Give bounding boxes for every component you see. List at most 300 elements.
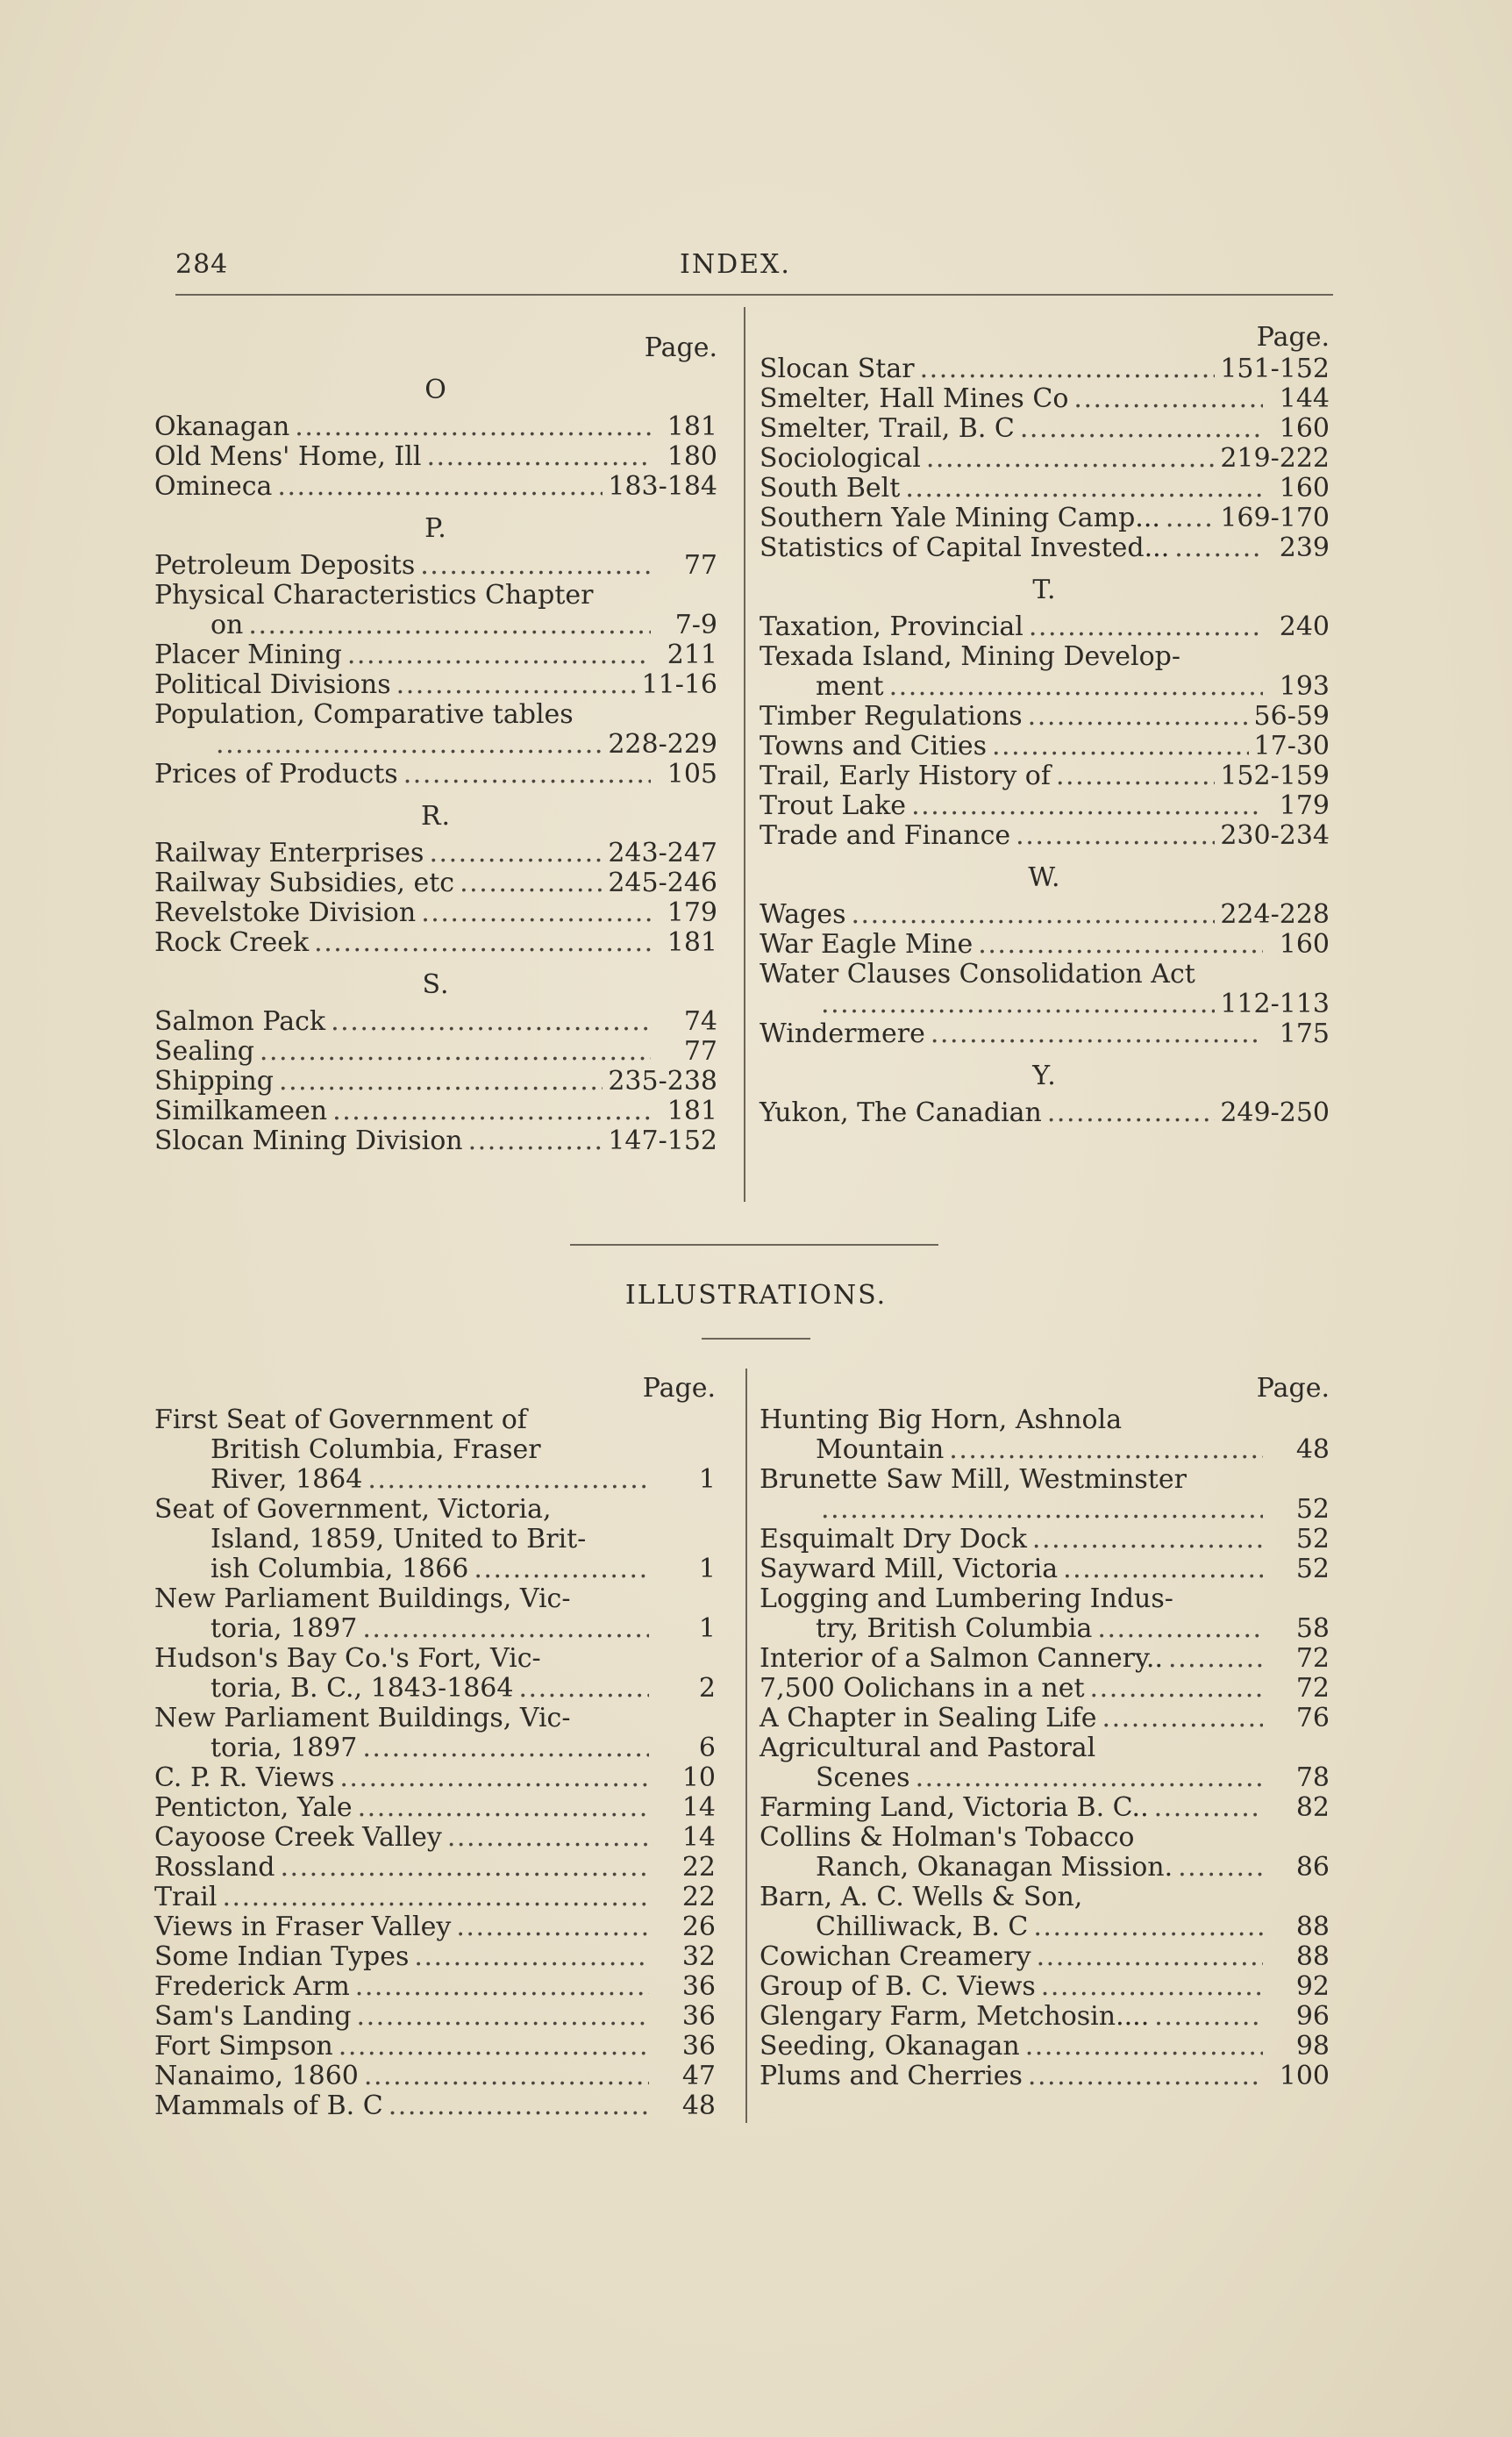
index-entry xyxy=(760,821,1330,851)
entry-page: 160 xyxy=(1279,929,1330,960)
leader-dots xyxy=(926,444,1216,474)
entry-text: Mountain xyxy=(816,1434,945,1465)
entry-text: Taxation, Provincial xyxy=(760,611,1023,642)
entry-page: 22 xyxy=(681,1852,716,1883)
leader-dots xyxy=(396,670,637,700)
entry-text: Water Clauses Consolidation Act xyxy=(760,959,1195,990)
entry-text: Frederick Arm xyxy=(154,1971,350,2002)
entry-text: Physical Characteristics Chapter xyxy=(154,580,594,611)
index-entry xyxy=(760,2062,1330,2091)
leader-dots xyxy=(331,1007,651,1037)
entry-page: 52 xyxy=(1295,1494,1330,1525)
leader-dots xyxy=(260,1037,651,1067)
entry-page: 243-247 xyxy=(608,838,717,868)
entry-text: Political Divisions xyxy=(154,669,391,700)
leader-dots xyxy=(332,1097,651,1126)
index-entry xyxy=(154,2062,716,2091)
index-entry xyxy=(154,1763,716,1793)
entry-text: ment xyxy=(816,671,884,702)
page-column-label: Page. xyxy=(644,332,717,363)
index-entry xyxy=(760,1554,1330,1584)
illustrations-left-column xyxy=(154,1374,716,2121)
entry-text: Esquimalt Dry Dock xyxy=(760,1524,1027,1554)
leader-dots xyxy=(1102,1704,1263,1733)
entry-page: 112-113 xyxy=(1220,989,1330,1019)
index-entry xyxy=(154,2091,716,2121)
entry-page: 76 xyxy=(1295,1703,1330,1733)
entry-text: Towns and Cities xyxy=(760,731,987,761)
entry-text: Rock Creek xyxy=(154,927,310,958)
entry-page: 181 xyxy=(667,411,717,442)
page-column-label: Page. xyxy=(1256,322,1330,353)
entry-text: Population, Comparative tables xyxy=(154,699,574,730)
entry-page: 179 xyxy=(1279,790,1330,821)
entry-page: 58 xyxy=(1295,1613,1330,1644)
entry-text: Sociological xyxy=(760,443,921,474)
index-entry xyxy=(760,533,1330,563)
leader-dots xyxy=(1037,1942,1263,1972)
entry-text: Wages xyxy=(760,899,846,930)
index-entry xyxy=(760,444,1330,474)
entry-text: on xyxy=(210,610,244,640)
index-entry xyxy=(760,1495,1330,1525)
entry-text: Southern Yale Mining Camp... xyxy=(760,503,1160,533)
index-entry xyxy=(154,760,717,790)
entry-text: Interior of a Salmon Cannery.. xyxy=(760,1643,1163,1674)
page-header xyxy=(0,249,1512,293)
leader-dots xyxy=(1154,2002,1263,2032)
entry-page: 169-170 xyxy=(1220,503,1330,533)
index-entry xyxy=(760,1912,1330,1942)
entry-page: 17-30 xyxy=(1253,731,1330,761)
leader-dots xyxy=(1063,1554,1263,1584)
leader-dots xyxy=(339,2032,649,2062)
index-entry xyxy=(760,930,1330,960)
entry-page: 78 xyxy=(1295,1762,1330,1793)
index-entry xyxy=(154,1554,716,1584)
index-entry xyxy=(760,791,1330,821)
index-entry xyxy=(154,1007,717,1037)
entry-page: 224-228 xyxy=(1220,899,1330,930)
leader-dots xyxy=(1178,1853,1263,1883)
entry-page: 211 xyxy=(667,640,717,670)
entry-text: Some Indian Types xyxy=(154,1941,410,1972)
entry-page: 96 xyxy=(1295,2001,1330,2032)
page-column-label: Page. xyxy=(642,1373,716,1404)
leader-dots xyxy=(931,1019,1263,1049)
entry-page: 14 xyxy=(681,1792,716,1823)
entry-page: 82 xyxy=(1295,1792,1330,1823)
illustration-title: Hunting Big Horn, Ashnola xyxy=(760,1404,1123,1435)
entry-text: Yukon, The Canadian xyxy=(760,1097,1042,1128)
entry-text: Prices of Products xyxy=(154,759,398,790)
index-entry xyxy=(760,1614,1330,1644)
entry-text: Ranch, Okanagan Mission. xyxy=(816,1852,1173,1883)
index-entry xyxy=(760,1435,1330,1465)
leader-dots xyxy=(248,611,651,640)
leader-dots xyxy=(364,2062,649,2091)
entry-text: Mammals of B. C xyxy=(154,2090,383,2121)
leader-dots xyxy=(1097,1614,1263,1644)
leader-dots xyxy=(295,412,651,442)
index-entry xyxy=(760,900,1330,930)
leader-dots xyxy=(1020,414,1263,444)
entry-text: toria, B. C., 1843-1864 xyxy=(210,1673,514,1704)
illustrations-column-divider xyxy=(745,1369,747,2123)
leader-dots xyxy=(889,672,1263,702)
index-entry xyxy=(760,732,1330,761)
leader-dots xyxy=(362,1733,649,1763)
entry-text: Views in Fraser Valley xyxy=(154,1912,452,1942)
leader-dots xyxy=(279,1067,603,1097)
page-number: 284 xyxy=(175,249,229,280)
entry-text: toria, 1897 xyxy=(210,1733,358,1763)
index-entry xyxy=(760,1644,1330,1674)
entry-page: 144 xyxy=(1279,383,1330,414)
index-entry xyxy=(760,1674,1330,1704)
entry-text: Shipping xyxy=(154,1066,274,1097)
leader-dots xyxy=(389,2091,649,2121)
entry-page: 47 xyxy=(681,2061,716,2091)
leader-dots xyxy=(277,472,603,502)
leader-dots xyxy=(1168,1644,1263,1674)
leader-dots xyxy=(1016,821,1215,851)
leader-dots xyxy=(347,640,651,670)
leader-dots xyxy=(216,730,603,760)
index-entry xyxy=(760,1763,1330,1793)
leader-dots xyxy=(1028,2062,1263,2091)
index-entry xyxy=(760,1019,1330,1049)
entry-text: Placer Mining xyxy=(154,640,342,670)
entry-page: 179 xyxy=(667,897,717,928)
leader-dots xyxy=(474,1554,649,1584)
index-entry xyxy=(760,672,1330,702)
entry-text: ish Columbia, 1866 xyxy=(210,1554,469,1584)
entry-page: 1 xyxy=(698,1554,716,1584)
index-entry xyxy=(154,1067,717,1097)
leader-dots xyxy=(1174,533,1263,563)
leader-dots xyxy=(1025,2032,1263,2062)
index-entry xyxy=(760,1098,1330,1128)
index-entry xyxy=(760,384,1330,414)
entry-text: Texada Island, Mining Develop- xyxy=(760,641,1180,672)
illustration-title: Hudson's Bay Co.'s Fort, Vic- xyxy=(154,1643,541,1674)
leader-dots xyxy=(1073,384,1263,414)
index-entry xyxy=(154,1853,716,1883)
index-entry xyxy=(154,472,717,502)
section-letter: W. xyxy=(1028,862,1061,893)
leader-dots xyxy=(821,1495,1263,1525)
index-entry xyxy=(154,868,717,898)
entry-text: Fort Simpson xyxy=(154,2031,333,2062)
section-letter: Y. xyxy=(1032,1061,1057,1091)
index-entry xyxy=(154,611,717,640)
entry-text: 7,500 Oolichans in a net xyxy=(760,1673,1085,1704)
leader-dots xyxy=(1154,1793,1263,1823)
leader-dots xyxy=(468,1126,603,1156)
leader-dots xyxy=(426,442,651,472)
entry-text: try, British Columbia xyxy=(816,1613,1093,1644)
entry-text: Timber Regulations xyxy=(760,701,1023,732)
entry-text: Plums and Cherries xyxy=(760,2061,1023,2091)
entry-text: Trail, Early History of xyxy=(760,761,1051,791)
entry-page: 22 xyxy=(681,1882,716,1912)
entry-page: 249-250 xyxy=(1220,1097,1330,1128)
illustration-title: Collins & Holman's Tobacco xyxy=(760,1822,1135,1853)
index-entry xyxy=(154,640,717,670)
index-entry xyxy=(154,1733,716,1763)
leader-dots xyxy=(403,760,651,790)
illustration-title: Logging and Lumbering Indus- xyxy=(760,1583,1173,1614)
leader-dots xyxy=(280,1853,649,1883)
entry-page: 88 xyxy=(1295,1912,1330,1942)
entry-text: River, 1864 xyxy=(210,1464,363,1495)
entry-text: Salmon Pack xyxy=(154,1006,326,1037)
entry-text: Sam's Landing xyxy=(154,2001,352,2032)
leader-dots xyxy=(1090,1674,1263,1704)
illustration-title: New Parliament Buildings, Vic- xyxy=(154,1703,571,1733)
page-title: INDEX. xyxy=(680,249,791,280)
entry-text: Penticton, Yale xyxy=(154,1792,353,1823)
index-entry xyxy=(760,1972,1330,2002)
entry-text: South Belt xyxy=(760,473,901,504)
entry-page: 72 xyxy=(1295,1643,1330,1674)
leader-dots xyxy=(355,1972,649,2002)
entry-text: Similkameen xyxy=(154,1096,328,1126)
index-entry xyxy=(154,551,717,581)
index-entry xyxy=(154,928,717,958)
entry-page: 175 xyxy=(1279,1018,1330,1049)
index-entry xyxy=(760,1942,1330,1972)
entry-text: Nanaimo, 1860 xyxy=(154,2061,359,2091)
index-entry xyxy=(760,1704,1330,1733)
entry-text: C. P. R. Views xyxy=(154,1762,335,1793)
leader-dots xyxy=(1033,1912,1263,1942)
leader-dots xyxy=(1029,612,1263,642)
index-entry xyxy=(760,702,1330,732)
entry-page: 193 xyxy=(1279,671,1330,702)
entry-page: 152-159 xyxy=(1220,761,1330,791)
entry-page: 2 xyxy=(698,1673,716,1704)
entry-text: Cowichan Creamery xyxy=(760,1941,1031,1972)
leader-dots xyxy=(339,1763,649,1793)
index-entry xyxy=(154,670,717,700)
entry-text: Trade and Finance xyxy=(760,820,1011,851)
entry-text: Smelter, Trail, B. C xyxy=(760,413,1015,444)
entry-page: 239 xyxy=(1279,532,1330,563)
entry-text: Railway Subsidies, etc xyxy=(154,868,455,898)
leader-dots xyxy=(1056,761,1215,791)
illustration-title: Agricultural and Pastoral xyxy=(760,1733,1096,1763)
illustration-title: New Parliament Buildings, Vic- xyxy=(154,1583,571,1614)
entry-page: 228-229 xyxy=(608,729,717,760)
illustration-title: Seat of Government, Victoria, xyxy=(154,1494,552,1525)
leader-dots xyxy=(1047,1098,1216,1128)
entry-text: Old Mens' Home, Ill xyxy=(154,441,422,472)
leader-dots xyxy=(911,791,1263,821)
entry-page: 36 xyxy=(681,1971,716,2002)
entry-text: toria, 1897 xyxy=(210,1613,358,1644)
index-entry xyxy=(760,474,1330,504)
section-letter: S. xyxy=(422,969,450,1000)
illustrations-title: ILLUSTRATIONS. xyxy=(624,1280,888,1311)
entry-page: 147-152 xyxy=(608,1126,717,1156)
entry-page: 77 xyxy=(683,550,717,581)
entry-text: Smelter, Hall Mines Co xyxy=(760,383,1069,414)
section-letter: O xyxy=(424,375,447,405)
entry-page: 92 xyxy=(1295,1971,1330,2002)
index-entry xyxy=(154,1972,716,2002)
leader-dots xyxy=(1032,1525,1263,1554)
index-entry xyxy=(154,1793,716,1823)
index-entry xyxy=(760,2032,1330,2062)
entry-page: 74 xyxy=(683,1006,717,1037)
entry-page: 183-184 xyxy=(608,471,717,502)
index-entry xyxy=(760,414,1330,444)
entry-text: Omineca xyxy=(154,471,273,502)
section-rule xyxy=(570,1244,938,1246)
entry-text: Slocan Star xyxy=(760,354,915,384)
illustration-title: Barn, A. C. Wells & Son, xyxy=(760,1882,1083,1912)
entry-page: 105 xyxy=(667,759,717,790)
leader-dots xyxy=(414,1942,649,1972)
entry-page: 180 xyxy=(667,441,717,472)
entry-text: Scenes xyxy=(816,1762,910,1793)
entry-text: Sayward Mill, Victoria xyxy=(760,1554,1059,1584)
index-column-divider xyxy=(744,307,745,1202)
entry-page: 160 xyxy=(1279,413,1330,444)
leader-dots xyxy=(1028,702,1249,732)
index-entry xyxy=(760,504,1330,533)
index-entry xyxy=(760,761,1330,791)
leader-dots xyxy=(429,839,603,868)
entry-text: Cayoose Creek Valley xyxy=(154,1822,442,1853)
leader-dots xyxy=(1041,1972,1263,2002)
index-entry xyxy=(760,2002,1330,2032)
illustration-title: Brunette Saw Mill, Westminster xyxy=(760,1464,1187,1495)
entry-page: 48 xyxy=(681,2090,716,2121)
entry-page: 6 xyxy=(698,1733,716,1763)
entry-page: 1 xyxy=(698,1464,716,1495)
entry-page: 1 xyxy=(698,1613,716,1644)
entry-page: 88 xyxy=(1295,1941,1330,1972)
entry-page: 56-59 xyxy=(1253,701,1330,732)
leader-dots xyxy=(358,1793,649,1823)
entry-page: 151-152 xyxy=(1220,354,1330,384)
entry-page: 98 xyxy=(1295,2031,1330,2062)
section-letter: P. xyxy=(424,513,447,544)
illustrations-right-column xyxy=(760,1374,1330,2091)
index-entry xyxy=(154,1674,716,1704)
entry-page: 72 xyxy=(1295,1673,1330,1704)
leader-dots xyxy=(362,1614,649,1644)
index-entry xyxy=(154,1037,717,1067)
leader-dots xyxy=(222,1883,649,1912)
entry-page: 7-9 xyxy=(674,610,717,640)
entry-page: 235-238 xyxy=(608,1066,717,1097)
entry-page: 48 xyxy=(1295,1434,1330,1465)
entry-text: Group of B. C. Views xyxy=(760,1971,1036,2002)
index-entry xyxy=(154,1614,716,1644)
entry-page: 160 xyxy=(1279,473,1330,504)
index-entry xyxy=(154,1465,716,1495)
entry-page: 36 xyxy=(681,2031,716,2062)
illustration-title: British Columbia, Fraser xyxy=(210,1434,541,1465)
entry-page: 32 xyxy=(681,1941,716,1972)
entry-page: 245-246 xyxy=(608,868,717,898)
entry-text: Okanagan xyxy=(154,411,290,442)
index-entry xyxy=(154,1912,716,1942)
index-entry xyxy=(760,990,1330,1019)
entry-text: Railway Enterprises xyxy=(154,838,424,868)
entry-page: 11-16 xyxy=(641,669,717,700)
entry-page: 181 xyxy=(667,1096,717,1126)
leader-dots xyxy=(447,1823,649,1853)
index-entry xyxy=(154,730,717,760)
leader-dots xyxy=(314,928,651,958)
entry-text: Petroleum Deposits xyxy=(154,550,416,581)
index-entry xyxy=(154,1097,717,1126)
leader-dots xyxy=(821,990,1215,1019)
index-entry xyxy=(154,442,717,472)
entry-page: 77 xyxy=(683,1036,717,1067)
entry-page: 14 xyxy=(681,1822,716,1853)
entry-text: Slocan Mining Division xyxy=(154,1126,463,1156)
leader-dots xyxy=(456,1912,649,1942)
index-entry xyxy=(154,1942,716,1972)
index-entry xyxy=(154,898,717,928)
entry-page: 181 xyxy=(667,927,717,958)
leader-dots xyxy=(367,1465,649,1495)
index-right-column xyxy=(760,323,1330,1128)
entry-page: 52 xyxy=(1295,1524,1330,1554)
entry-text: Farming Land, Victoria B. C.. xyxy=(760,1792,1149,1823)
entry-text: Trail xyxy=(154,1882,218,1912)
index-entry xyxy=(760,354,1330,384)
index-entry xyxy=(760,1793,1330,1823)
leader-dots xyxy=(357,2002,649,2032)
index-entry xyxy=(154,1126,717,1156)
entry-text: A Chapter in Sealing Life xyxy=(760,1703,1097,1733)
leader-dots xyxy=(421,898,651,928)
entry-text: War Eagle Mine xyxy=(760,929,974,960)
leader-dots xyxy=(460,868,603,898)
index-entry xyxy=(154,1823,716,1853)
entry-text: Rossland xyxy=(154,1852,275,1883)
entry-text: Seeding, Okanagan xyxy=(760,2031,1020,2062)
entry-page: 52 xyxy=(1295,1554,1330,1584)
index-entry xyxy=(760,1525,1330,1554)
entry-text: Sealing xyxy=(154,1036,254,1067)
leader-dots xyxy=(420,551,651,581)
entry-text: Statistics of Capital Invested... xyxy=(760,532,1170,563)
leader-dots xyxy=(518,1674,649,1704)
illustration-title: Island, 1859, United to Brit- xyxy=(210,1524,587,1554)
entry-page: 230-234 xyxy=(1220,820,1330,851)
entry-page: 26 xyxy=(681,1912,716,1942)
entry-text: Revelstoke Division xyxy=(154,897,417,928)
index-entry xyxy=(154,2032,716,2062)
leader-dots xyxy=(905,474,1263,504)
page-column-label: Page. xyxy=(1256,1373,1330,1404)
illustration-title: First Seat of Government of xyxy=(154,1404,527,1435)
header-rule xyxy=(175,294,1333,296)
leader-dots xyxy=(992,732,1249,761)
index-entry xyxy=(760,1853,1330,1883)
index-entry xyxy=(154,412,717,442)
section-letter: T. xyxy=(1032,575,1057,605)
entry-page: 100 xyxy=(1279,2061,1330,2091)
